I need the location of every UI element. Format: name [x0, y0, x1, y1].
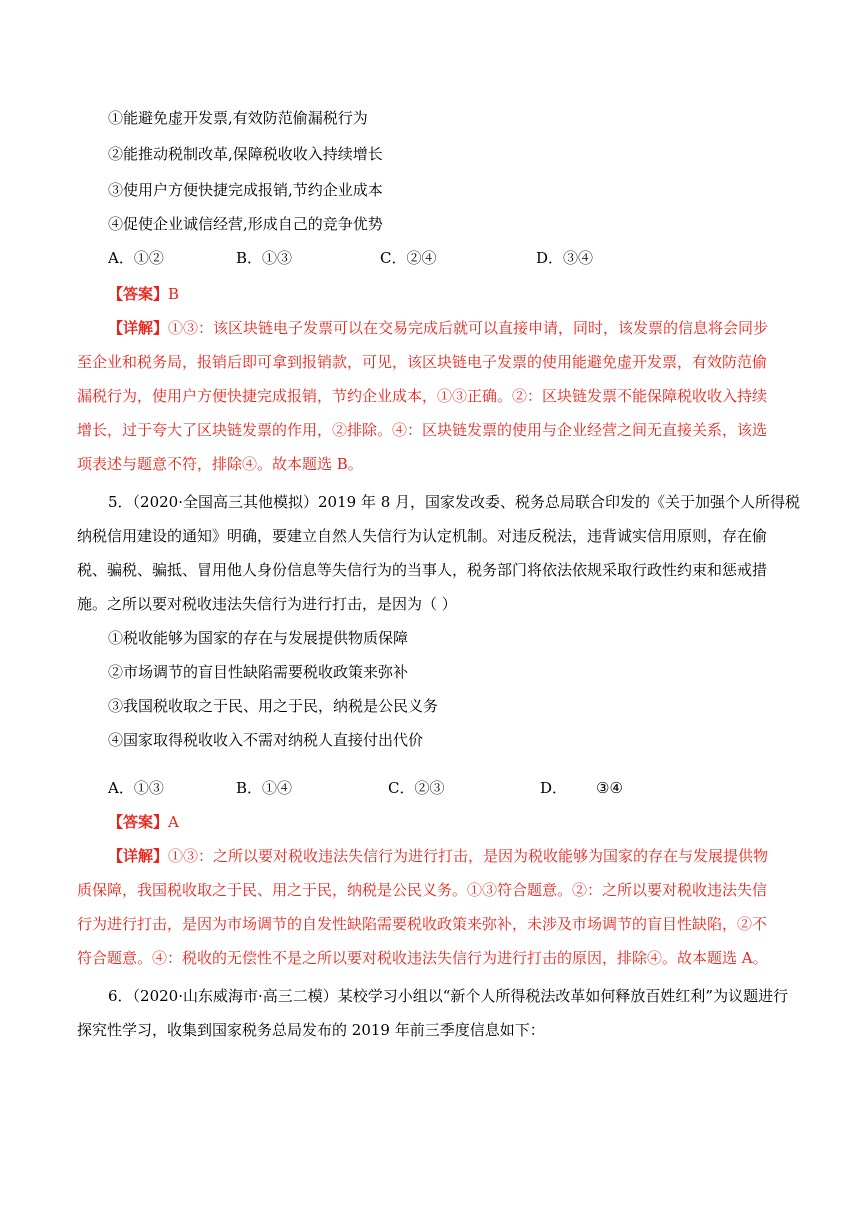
q6-stem-line-2: 探究性学习，收集到国家税务总局发布的 2019 年前三季度信息如下：	[77, 1021, 545, 1039]
q5-stem-line-3: 税、骗税、骗抵、冒用他人身份信息等失信行为的当事人，税务部门将依法依规采取行政性约束和惩戒措	[77, 561, 768, 579]
q5-stem-line-2: 纳税信用建设的通知》明确，要建立自然人失信行为认定机制。对违反税法，违背诚实信用原则，存在偷	[77, 527, 768, 545]
q4-detail-line-1	[108, 318, 768, 338]
detail-text: ①③：该区块链电子发票可以在交易完成后就可以直接申请，同时，该发票的信息将会同步	[168, 319, 769, 337]
q4-statement-2: ②能推动税制改革,保障税收收入持续增长	[108, 145, 383, 163]
q4-detail-line-4: 增长，过于夸大了区块链发票的作用，②排除。④：区块链发票的使用与企业经营之间无直接关系，该选	[77, 421, 768, 439]
q5-detail-line-3: 行为进行打击，是因为市场调节的自发性缺陷需要税收政策来弥补，未涉及市场调节的盲目性缺陷，②不	[77, 915, 768, 933]
q4-detail-line-2: 至企业和税务局，报销后即可拿到报销款，可见，该区块链电子发票的使用能避免虚开发票，有效防范偷	[77, 353, 768, 371]
q5-detail-line-2: 质保障，我国税收取之于民、用之于民，纳税是公民义务。①③符合题意。②：之所以要对税收违法失信	[77, 881, 768, 899]
q5-detail-line-1	[108, 846, 768, 866]
q5-option-d-label: D．	[540, 779, 568, 797]
q5-statement-1: ①税收能够为国家的存在与发展提供物质保障	[108, 629, 409, 647]
q5-option-d-value: ③④	[596, 779, 623, 797]
q5-answer	[108, 812, 179, 832]
q5-statement-2: ②市场调节的盲目性缺陷需要税收政策来弥补	[108, 663, 409, 681]
q4-option-d: D．③④	[536, 249, 594, 267]
q4-option-a: A．①②	[108, 249, 164, 267]
detail-label: 【详解】	[108, 847, 169, 865]
q4-option-c: C．②④	[380, 249, 437, 267]
q4-answer	[108, 284, 179, 304]
q5-stem-line-4: 施。之所以要对税收违法失信行为进行打击，是因为（ ）	[77, 595, 457, 613]
q6-stem-line-1: 6．（2020·山东威海市·高三二模）某校学习小组以“新个人所得税法改革如何释放百姓红利”为议题进行	[108, 987, 789, 1005]
answer-value: B	[168, 285, 180, 303]
q5-detail-line-4: 符合题意。④：税收的无偿性不是之所以要对税收违法失信行为进行打击的原因，排除④。故本题选 A。	[77, 949, 768, 967]
q5-option-a: A．①③	[108, 779, 164, 797]
q4-detail-line-3: 漏税行为，使用户方便快捷完成报销，节约企业成本，①③正确。②：区块链发票不能保障税收收入持续	[77, 387, 768, 405]
q5-statement-4: ④国家取得税收收入不需对纳税人直接付出代价	[108, 731, 424, 749]
answer-label: 【答案】	[108, 813, 169, 831]
q5-statement-3: ③我国税收取之于民、用之于民，纳税是公民义务	[108, 697, 439, 715]
answer-label: 【答案】	[108, 285, 169, 303]
q4-detail-line-5: 项表述与题意不符，排除④。故本题选 B。	[77, 455, 363, 473]
detail-text: ①③：之所以要对税收违法失信行为进行打击，是因为税收能够为国家的存在与发展提供物	[168, 847, 769, 865]
q4-option-b: B．①③	[236, 249, 293, 267]
q4-statement-1: ①能避免虚开发票,有效防范偷漏税行为	[108, 109, 368, 127]
detail-label: 【详解】	[108, 319, 169, 337]
q4-statement-3: ③使用户方便快捷完成报销,节约企业成本	[108, 181, 383, 199]
q5-option-c: C．②③	[388, 779, 445, 797]
q4-statement-4: ④促使企业诚信经营,形成自己的竞争优势	[108, 215, 383, 233]
answer-value: A	[168, 813, 179, 831]
q5-option-b: B．①④	[236, 779, 293, 797]
q5-stem-line-1: 5．（2020·全国高三其他模拟）2019 年 8 月，国家发改委、税务总局联合印发的《关于加强个人所得税	[108, 493, 801, 511]
